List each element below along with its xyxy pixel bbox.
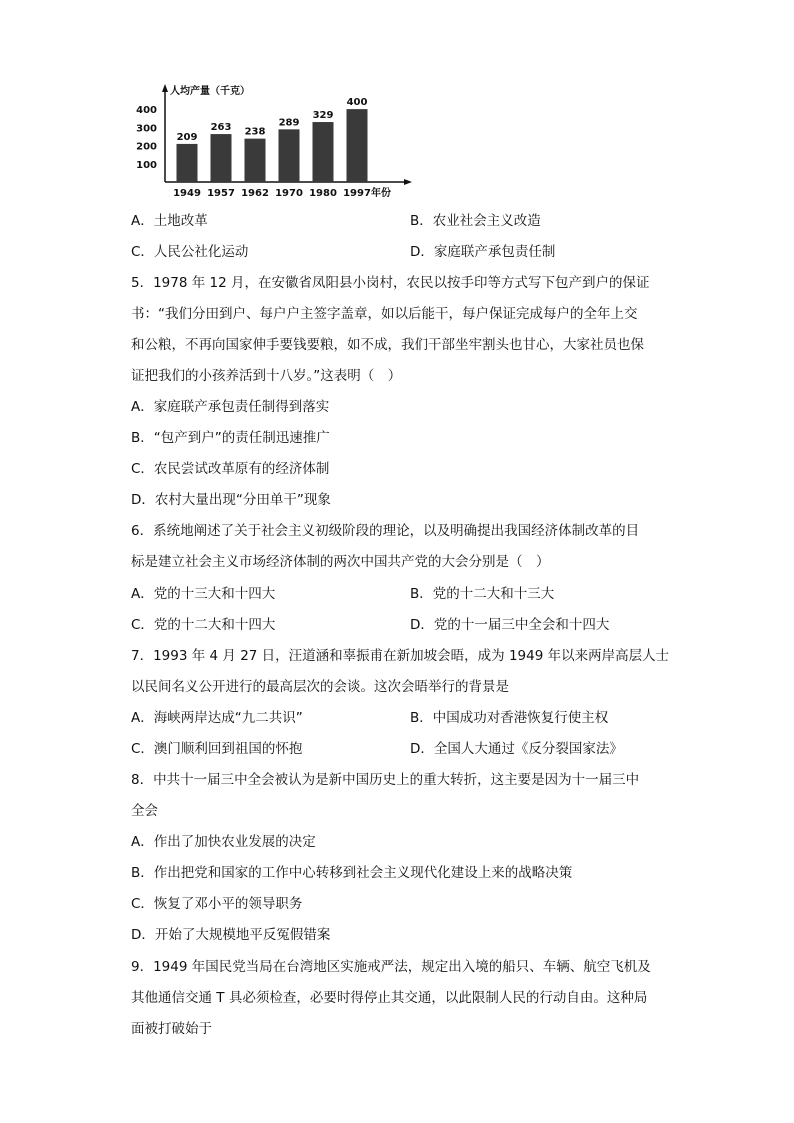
bar — [313, 122, 334, 182]
q8-option-b[interactable]: B．作出把党和国家的工作中心转移到社会主义现代化建设上来的战略决策 — [131, 865, 573, 881]
q4-option-b[interactable]: B．农业社会主义改造 — [410, 213, 541, 229]
q5-option-b[interactable]: B．“包产到户”的责任制迅速推广 — [131, 430, 330, 446]
y-tick-label: 400 — [136, 105, 157, 117]
q5-option-c[interactable]: C．农民尝试改革原有的经济体制 — [131, 461, 330, 477]
q4-option-a[interactable]: A．土地改革 — [131, 213, 208, 229]
x-tick-label: 1997 — [343, 188, 371, 199]
q7-option-d[interactable]: D．全国人大通过《反分裂国家法》 — [410, 741, 623, 757]
q5-option-a[interactable]: A．家庭联产承包责任制得到落实 — [131, 399, 330, 415]
y-tick-label: 100 — [136, 159, 157, 171]
y-tick-label: 200 — [136, 141, 157, 153]
q5-stem-line: 和公粮，不再向国家伸手要钱要粮，如不成，我们干部坐牢割头也甘心，大家社员也保 — [131, 337, 644, 353]
q9-stem-line: 9．1949 年国民党当局在台湾地区实施戒严法，规定出入境的船只、车辆、航空飞机及 — [131, 959, 651, 975]
q7-stem-line: 以民间名义公开进行的最高层次的会谈。这次会晤举行的背景是 — [131, 679, 509, 695]
bar — [177, 144, 198, 182]
bar-value-label: 263 — [210, 122, 232, 134]
q5-stem-line: 书：“我们分田到户、每户户主签字盖章，如以后能干，每户保证完成每户的全年上交 — [131, 306, 638, 322]
bar-value-label: 400 — [346, 97, 368, 109]
q6-option-d[interactable]: D．党的十一届三中全会和十四大 — [410, 617, 610, 633]
q9-stem-line: 面被打破始于 — [131, 1021, 212, 1037]
q5-stem-line: 证把我们的小孩养活到十八岁。”这表明（ ） — [131, 368, 402, 384]
per-capita-output-bar-chart — [130, 82, 430, 202]
y-axis-arrow-icon — [162, 84, 168, 92]
bar-value-label: 238 — [244, 126, 266, 138]
q8-stem-line: 全会 — [131, 803, 158, 819]
q7-option-c[interactable]: C．澳门顺利回到祖国的怀抱 — [131, 741, 303, 757]
bar-value-label: 289 — [278, 117, 300, 129]
q6-stem-line: 6．系统地阐述了关于社会主义初级阶段的理论，以及明确提出我国经济体制改革的目 — [131, 523, 640, 539]
q7-option-b[interactable]: B．中国成功对香港恢复行使主权 — [410, 710, 609, 726]
x-axis-arrow-icon — [404, 179, 412, 185]
bar — [211, 134, 232, 182]
bar-value-label: 329 — [312, 110, 334, 122]
q6-option-c[interactable]: C．党的十二大和十四大 — [131, 617, 276, 633]
chart-y-axis-label: 人均产量（千克） — [170, 86, 250, 97]
bar — [245, 139, 266, 182]
q5-stem-line: 5．1978 年 12 月，在安徽省凤阳县小岗村，农民以按手印等方式写下包产到户的保证 — [131, 275, 650, 291]
x-tick-label: 1962 — [241, 188, 269, 199]
bar-value-label: 209 — [176, 131, 198, 143]
q4-option-d[interactable]: D．家庭联产承包责任制 — [410, 244, 556, 260]
x-tick-label: 1949 — [173, 188, 201, 199]
x-tick-label: 1957 — [207, 188, 235, 199]
chart-x-axis-label: 年份 — [371, 188, 391, 199]
bar — [279, 129, 300, 182]
q4-option-c[interactable]: C．人民公社化运动 — [131, 244, 249, 260]
q7-option-a[interactable]: A．海峡两岸达成“九二共识” — [131, 710, 303, 726]
q8-stem-line: 8．中共十一届三中全会被认为是新中国历史上的重大转折，这主要是因为十一届三中 — [131, 772, 640, 788]
q8-option-a[interactable]: A．作出了加快农业发展的决定 — [131, 834, 316, 850]
q9-stem-line: 其他通信交通 T 具必须检查，必要时得停止其交通，以此限制人民的行动自由。这种局 — [131, 990, 648, 1006]
x-tick-label: 1980 — [309, 188, 337, 199]
bar — [347, 109, 368, 182]
y-tick-label: 300 — [136, 123, 157, 135]
q6-stem-line: 标是建立社会主义市场经济体制的两次中国共产党的大会分别是（ ） — [131, 554, 550, 570]
q5-option-d[interactable]: D．农村大量出现“分田单干”现象 — [131, 492, 331, 508]
q7-stem-line: 7．1993 年 4 月 27 日，汪道涵和辜振甫在新加坡会晤，成为 1949 年以来两岸高层人士 — [131, 648, 670, 664]
x-tick-label: 1970 — [275, 188, 303, 199]
q8-option-c[interactable]: C．恢复了邓小平的领导职务 — [131, 896, 303, 912]
q6-option-a[interactable]: A．党的十三大和十四大 — [131, 586, 276, 602]
q6-option-b[interactable]: B．党的十二大和十三大 — [410, 586, 555, 602]
q8-option-d[interactable]: D．开始了大规模地平反冤假错案 — [131, 927, 331, 943]
